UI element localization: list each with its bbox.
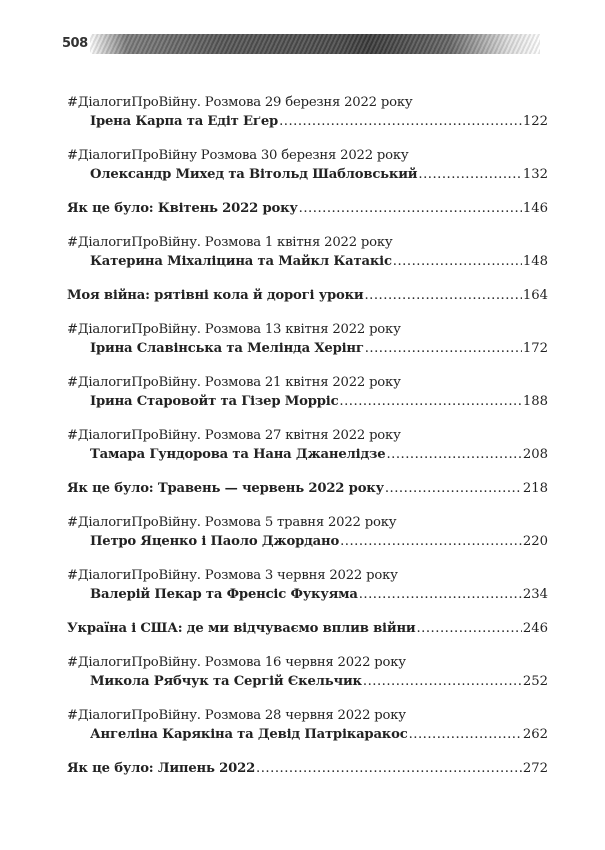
decorative-header-band <box>90 34 540 54</box>
entry-title: Як це було: Квітень 2022 року <box>67 201 298 216</box>
dot-leader <box>385 479 522 498</box>
entry-page-number: 188 <box>522 394 548 409</box>
toc-entry[interactable] <box>67 286 548 305</box>
dot-leader <box>339 392 521 411</box>
dot-leader <box>299 199 522 218</box>
entry-title: Ірина Славінська та Мелінда Херінг <box>90 341 364 356</box>
dot-leader <box>386 445 521 464</box>
entry-page-number: 246 <box>522 621 548 636</box>
entry-line <box>67 445 548 464</box>
entry-subtitle: #ДіалогиПроВійну. Розмова 1 квітня 2022 року <box>67 235 393 250</box>
toc-entry[interactable] <box>67 320 548 358</box>
entry-page-number: 164 <box>522 288 548 303</box>
entry-title: Тамара Гундорова та Нана Джанелідзе <box>90 447 386 462</box>
entry-title: Як це було: Липень 2022 <box>67 761 256 776</box>
entry-subtitle: #ДіалогиПроВійну. Розмова 5 травня 2022 року <box>67 515 397 530</box>
entry-line <box>67 672 548 691</box>
entry-line <box>67 585 548 604</box>
entry-page-number: 262 <box>522 727 548 742</box>
entry-line <box>67 759 548 778</box>
entry-subtitle: #ДіалогиПроВійну. Розмова 21 квітня 2022 року <box>67 375 401 390</box>
toc-entry[interactable] <box>67 706 548 744</box>
entry-page-number: 146 <box>522 201 548 216</box>
toc-entry[interactable] <box>67 93 548 131</box>
page-number: 508 <box>62 36 88 51</box>
dot-leader <box>363 672 522 691</box>
entry-line <box>67 725 548 744</box>
entry-title: Моя війна: рятівні кола й дорогі уроки <box>67 288 364 303</box>
toc-entry[interactable] <box>67 759 548 778</box>
entry-title: Валерій Пекар та Френсіс Фукуяма <box>90 587 358 602</box>
toc-entry[interactable] <box>67 373 548 411</box>
entry-page-number: 132 <box>522 167 548 182</box>
toc-entry[interactable] <box>67 513 548 551</box>
running-header <box>60 32 540 56</box>
entry-page-number: 272 <box>522 761 548 776</box>
dot-leader <box>364 286 521 305</box>
toc-entry[interactable] <box>67 653 548 691</box>
dot-leader <box>409 725 522 744</box>
entry-page-number: 218 <box>522 481 548 496</box>
toc-entry[interactable] <box>67 426 548 464</box>
dot-leader <box>340 532 522 551</box>
entry-line <box>67 252 548 271</box>
dot-leader <box>418 165 521 184</box>
toc-entry[interactable] <box>67 619 548 638</box>
entry-line <box>67 532 548 551</box>
dot-leader <box>393 252 522 271</box>
dot-leader <box>416 619 521 638</box>
entry-page-number: 172 <box>522 341 548 356</box>
entry-page-number: 220 <box>522 534 548 549</box>
entry-title: Ангеліна Карякіна та Девід Патрікаракос <box>90 727 408 742</box>
entry-title: Олександр Михед та Вітольд Шабловський <box>90 167 418 182</box>
entry-subtitle: #ДіалогиПроВійну. Розмова 28 червня 2022 року <box>67 708 406 723</box>
dot-leader <box>256 759 522 778</box>
entry-title: Микола Рябчук та Сергій Єкельчик <box>90 674 362 689</box>
table-of-contents <box>67 93 548 793</box>
toc-entry[interactable] <box>67 479 548 498</box>
entry-title: Катерина Міхаліцина та Майкл Катакіс <box>90 254 392 269</box>
entry-line <box>67 392 548 411</box>
toc-entry[interactable] <box>67 146 548 184</box>
dot-leader <box>279 112 522 131</box>
entry-line <box>67 112 548 131</box>
entry-line <box>67 479 548 498</box>
entry-page-number: 148 <box>522 254 548 269</box>
entry-page-number: 208 <box>522 447 548 462</box>
entry-title: Україна і США: де ми відчуваємо вплив війни <box>67 621 416 636</box>
entry-subtitle: #ДіалогиПроВійну. Розмова 27 квітня 2022 року <box>67 428 401 443</box>
entry-title: Ірина Старовойт та Гізер Морріс <box>90 394 339 409</box>
entry-page-number: 252 <box>522 674 548 689</box>
entry-subtitle: #ДіалогиПроВійну. Розмова 13 квітня 2022 року <box>67 322 401 337</box>
entry-title: Як це було: Травень — червень 2022 року <box>67 481 384 496</box>
toc-entry[interactable] <box>67 199 548 218</box>
dot-leader <box>359 585 522 604</box>
entry-title: Ірена Карпа та Едіт Еґер <box>90 114 279 129</box>
entry-subtitle: #ДіалогиПроВійну. Розмова 3 червня 2022 року <box>67 568 398 583</box>
entry-page-number: 234 <box>522 587 548 602</box>
entry-line <box>67 199 548 218</box>
toc-entry[interactable] <box>67 566 548 604</box>
entry-line <box>67 339 548 358</box>
entry-subtitle: #ДіалогиПроВійну. Розмова 29 березня 2022 року <box>67 95 413 110</box>
toc-entry[interactable] <box>67 233 548 271</box>
entry-subtitle: #ДіалогиПроВійну Розмова 30 березня 2022 року <box>67 148 409 163</box>
entry-title: Петро Яценко і Паоло Джордано <box>90 534 340 549</box>
entry-page-number: 122 <box>522 114 548 129</box>
entry-line <box>67 286 548 305</box>
dot-leader <box>365 339 522 358</box>
entry-line <box>67 165 548 184</box>
entry-subtitle: #ДіалогиПроВійну. Розмова 16 червня 2022 року <box>67 655 406 670</box>
entry-line <box>67 619 548 638</box>
